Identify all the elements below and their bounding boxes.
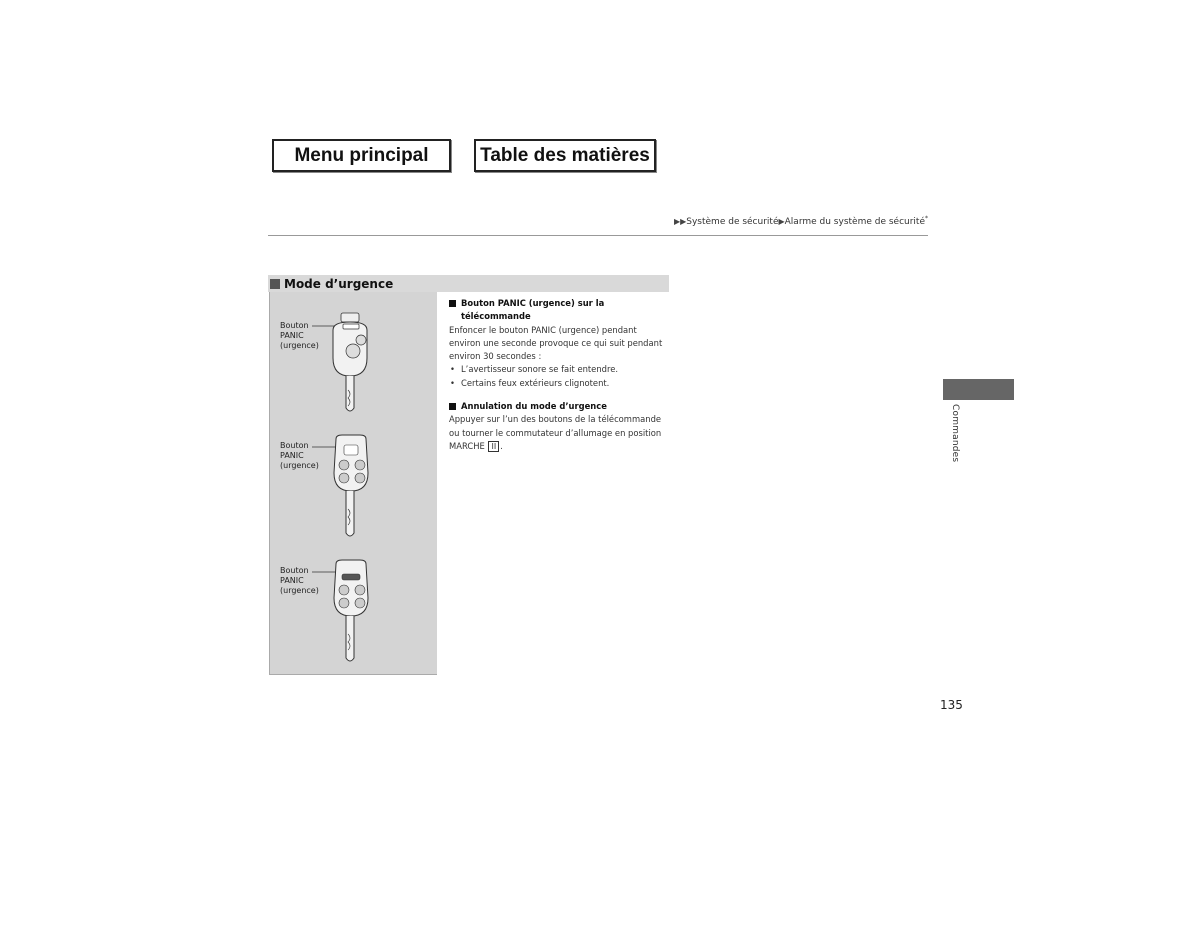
list-item: • L’avertisseur sonore se fait entendre. xyxy=(449,363,671,376)
paragraph-line: environ 30 secondes : xyxy=(449,351,542,362)
key-fob-round-icon xyxy=(308,310,378,415)
chapter-tab-label[interactable]: Commandes xyxy=(950,404,960,463)
heading-line: Bouton PANIC (urgence) sur la xyxy=(461,298,605,308)
main-menu-button[interactable]: Menu principal xyxy=(272,139,451,172)
heading-line: télécommande xyxy=(461,311,531,322)
table-of-contents-button[interactable]: Table des matières xyxy=(474,139,656,172)
heading-line: Annulation du mode d’urgence xyxy=(461,401,607,412)
breadcrumb xyxy=(674,215,928,227)
cancel-heading xyxy=(449,400,671,413)
paragraph-line: environ une seconde provoque ce qui suit pendant xyxy=(449,337,663,348)
panic-button-paragraph xyxy=(449,324,671,364)
breadcrumb-item-security-system[interactable]: Système de sécurité xyxy=(686,217,779,227)
section-heading xyxy=(268,275,669,292)
cancel-paragraph xyxy=(449,413,671,453)
callout-line: PANIC xyxy=(280,331,304,340)
ignition-position-symbol: II xyxy=(488,441,499,452)
key-fob-rectangular-slide-icon xyxy=(308,558,378,668)
header-rule xyxy=(268,235,928,236)
position-label: MARCHE xyxy=(449,440,485,451)
callout-line: (urgence) xyxy=(280,461,319,470)
callout-line: (urgence) xyxy=(280,586,319,595)
callout-line: PANIC xyxy=(280,451,304,460)
section-square-icon xyxy=(270,279,280,289)
list-item: • Certains feux extérieurs clignotent. xyxy=(449,377,671,390)
paragraph-line: Enfoncer le bouton PANIC (urgence) pendant xyxy=(449,324,637,335)
callout-line: Bouton xyxy=(280,321,309,330)
panic-effects-list xyxy=(449,363,671,390)
content-column xyxy=(449,297,671,453)
paragraph-line: Appuyer sur l’un des boutons de la télécommande xyxy=(449,414,662,425)
paragraph-line xyxy=(449,440,671,453)
period: . xyxy=(500,440,503,451)
key-fob-rectangular-icon xyxy=(308,433,378,543)
callout-line: Bouton xyxy=(280,566,309,575)
callout-line: Bouton xyxy=(280,441,309,450)
subhead-square-icon xyxy=(449,403,456,410)
callout-line: (urgence) xyxy=(280,341,319,350)
panic-button-heading xyxy=(449,297,671,324)
breadcrumb-arrow-icon: ▶▶ xyxy=(673,217,687,226)
figure-panel xyxy=(269,292,437,675)
footnote-mark: * xyxy=(925,215,928,222)
subhead-square-icon xyxy=(449,300,456,307)
page-number: 135 xyxy=(940,698,963,712)
breadcrumb-item-alarm[interactable]: Alarme du système de sécurité xyxy=(784,217,925,227)
paragraph-line: ou tourner le commutateur d’allumage en position xyxy=(449,427,662,438)
chapter-tab[interactable] xyxy=(943,379,1014,400)
breadcrumb-arrow-icon: ▶ xyxy=(778,217,785,226)
section-title: Mode d’urgence xyxy=(284,276,394,291)
callout-line: PANIC xyxy=(280,576,304,585)
